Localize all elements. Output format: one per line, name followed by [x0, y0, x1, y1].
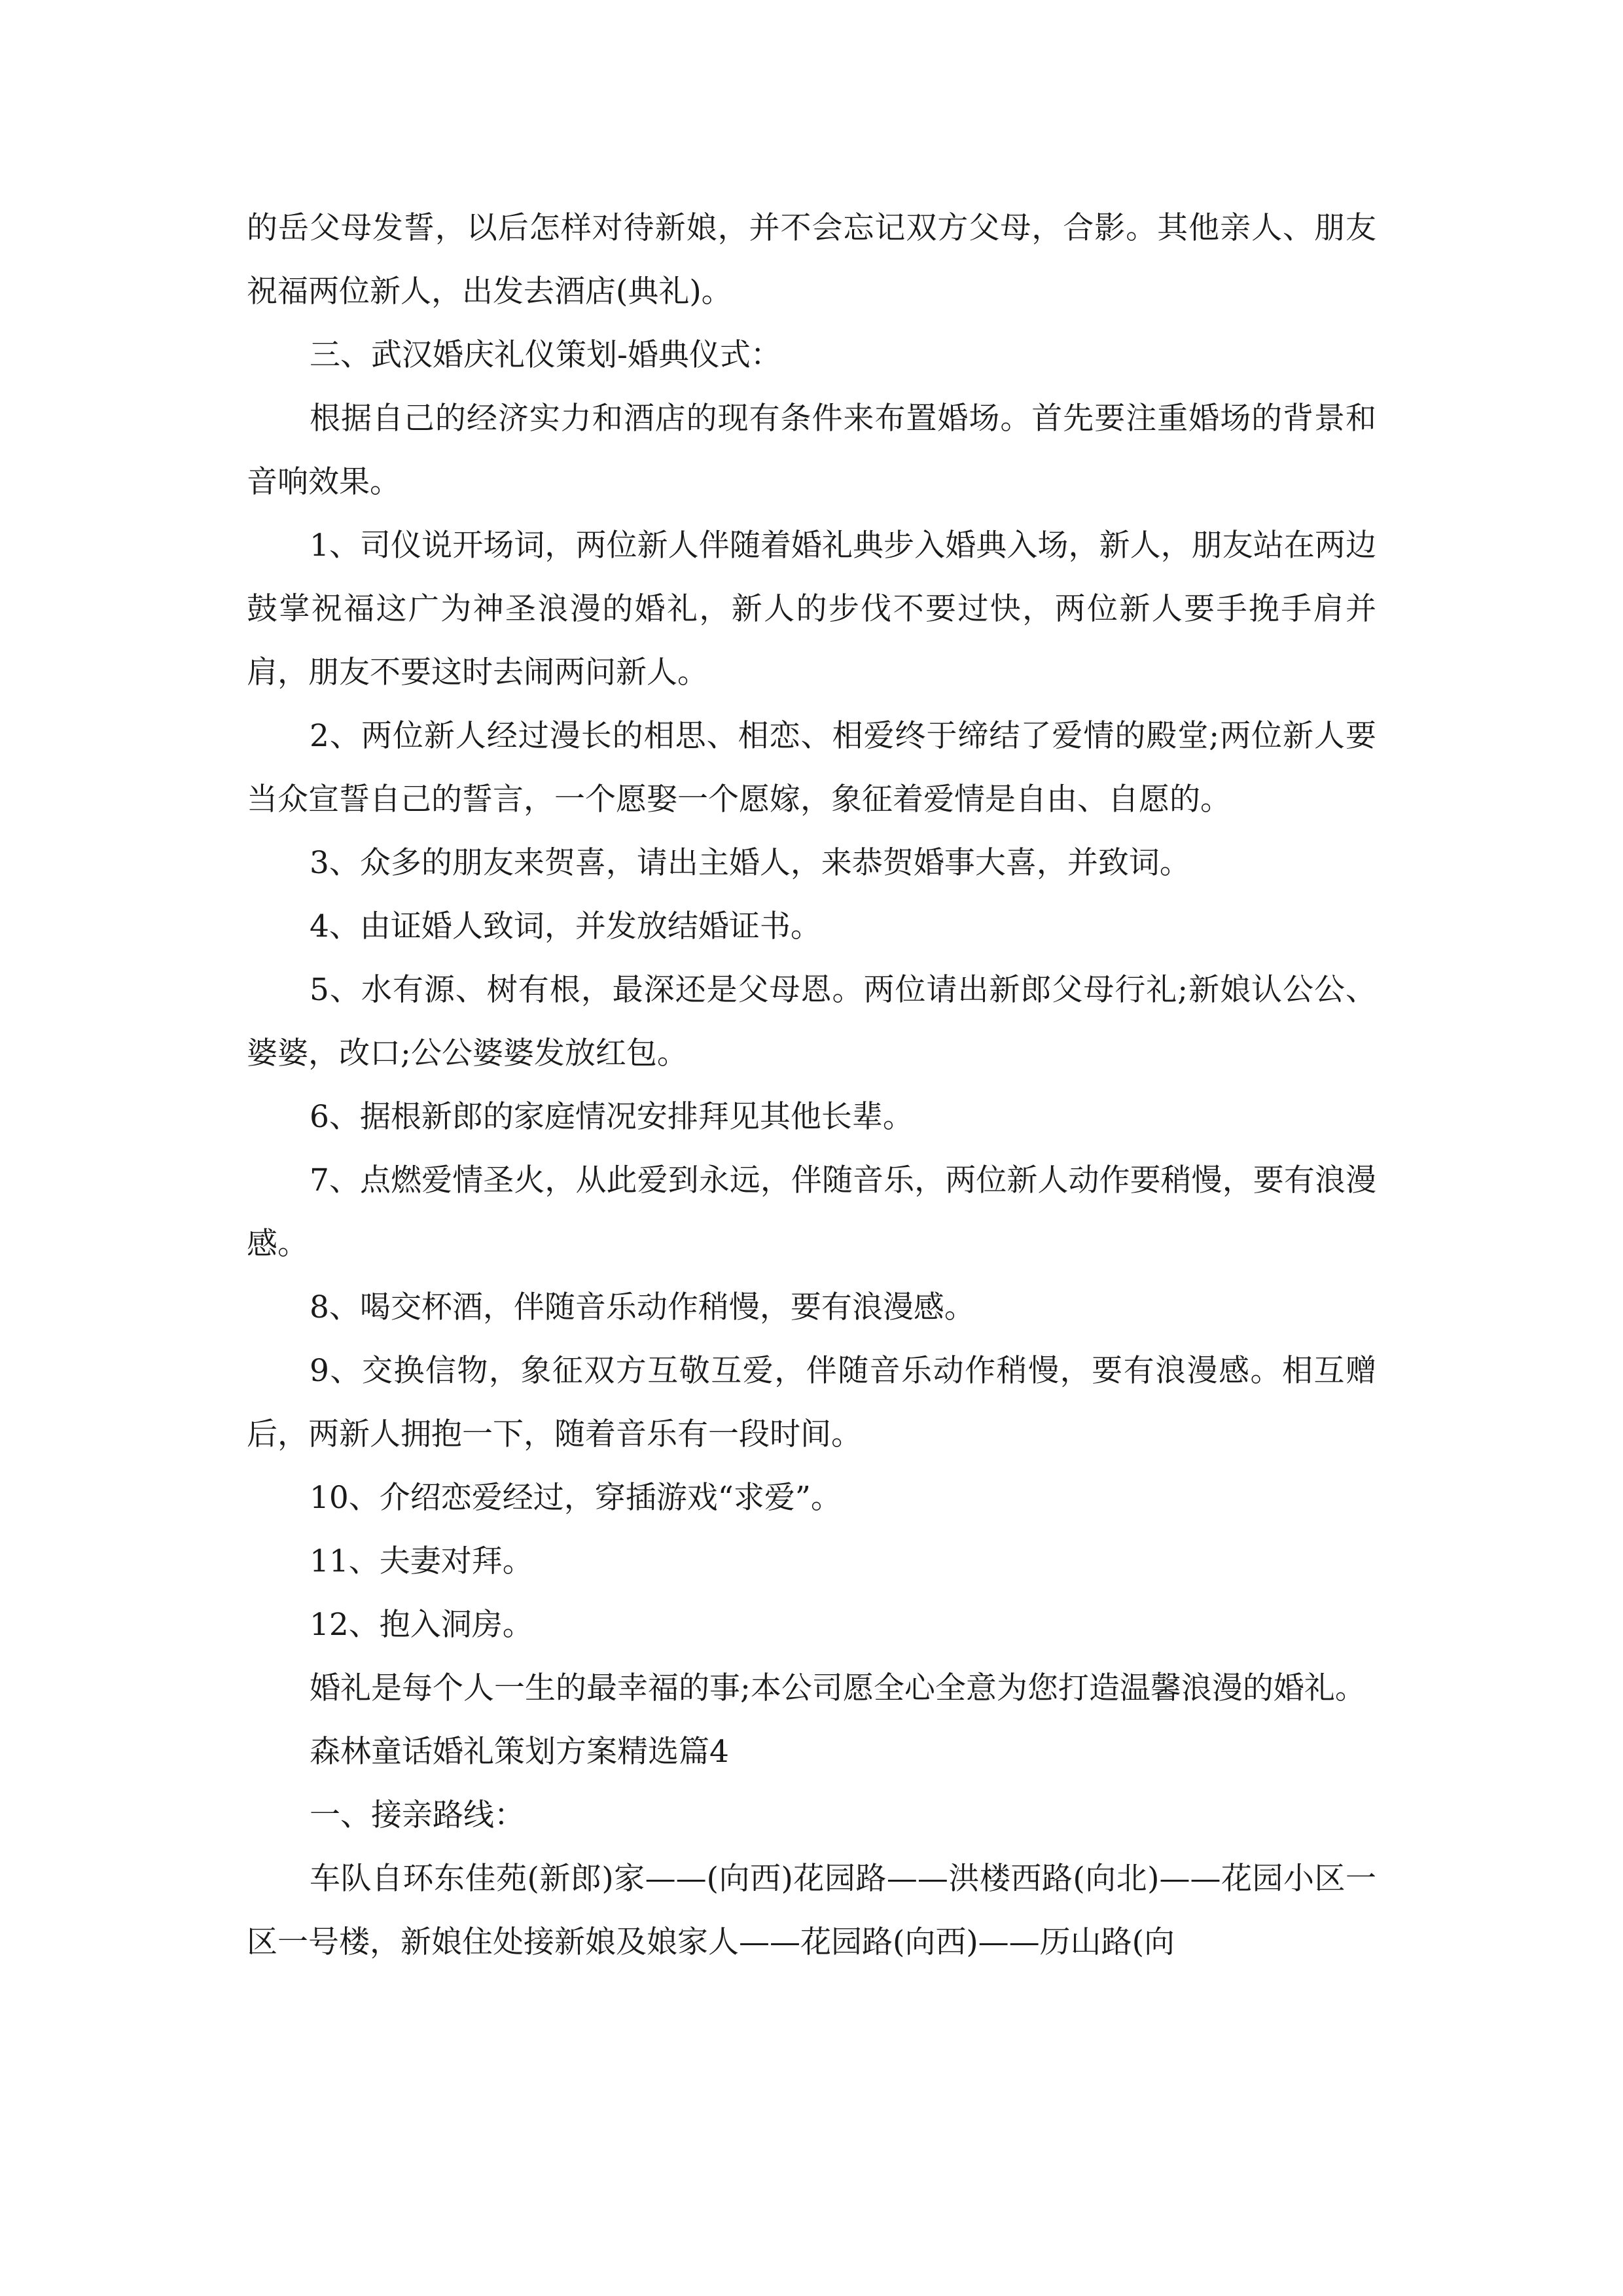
section-heading-wedding-ceremony: 三、武汉婚庆礼仪策划-婚典仪式：	[310, 337, 781, 373]
list-item-6: 6、据根新郎的家庭情况安排拜见其他长辈。	[310, 1099, 914, 1135]
list-item-2: 2、两位新人经过漫长的相思、相恋、相爱终于缔结了爱情的殿堂;两位新人要当众宣誓自己的誓言，一个愿娶一个愿嫁，象征着爱情是自由、自愿的。	[247, 718, 1376, 817]
list-item-10: 10、介绍恋爱经过，穿插游戏“求爱”。	[310, 1480, 842, 1516]
list-item-1: 1、司仪说开场词，两位新人伴随着婚礼典步入婚典入场，新人，朋友站在两边鼓掌祝福这广为神圣浪漫的婚礼，新人的步伐不要过快，两位新人要手挽手肩并肩，朋友不要这时去闹两问新人。	[247, 528, 1376, 691]
article-title: 森林童话婚礼策划方案精选篇4	[310, 1734, 729, 1770]
list-item-9: 9、交换信物，象征双方互敬互爱，伴随音乐动作稍慢，要有浪漫感。相互赠后，两新人拥抱一下，随着音乐有一段时间。	[247, 1353, 1376, 1452]
list-item-8: 8、喝交杯酒，伴随音乐动作稍慢，要有浪漫感。	[310, 1289, 975, 1325]
paragraph-continuation: 的岳父母发誓，以后怎样对待新娘，并不会忘记双方父母，合影。其他亲人、朋友祝福两位新人，出发去酒店(典礼)。	[247, 210, 1376, 310]
paragraph-closing: 婚礼是每个人一生的最幸福的事;本公司愿全心全意为您打造温馨浪漫的婚礼。	[310, 1670, 1366, 1706]
list-item-5: 5、水有源、树有根，最深还是父母恩。两位请出新郎父母行礼;新娘认公公、婆婆，改口;公公婆婆发放红包。	[247, 972, 1376, 1071]
list-item-12: 12、抱入洞房。	[310, 1607, 533, 1643]
paragraph-route-details: 车队自环东佳苑(新郎)家——(向西)花园路——洪楼西路(向北)——花园小区一区一号楼，新娘住处接新娘及娘家人——花园路(向西)——历山路(向	[247, 1861, 1376, 1960]
section-heading-pickup-route: 一、接亲路线：	[310, 1797, 525, 1833]
list-item-4: 4、由证婚人致词，并发放结婚证书。	[310, 908, 821, 944]
list-item-7: 7、点燃爱情圣火，从此爱到永远，伴随音乐，两位新人动作要稍慢，要有浪漫感。	[247, 1162, 1376, 1262]
document-body	[247, 196, 1376, 1974]
list-item-11: 11、夫妻对拜。	[310, 1543, 533, 1579]
paragraph-venue-setup: 根据自己的经济实力和酒店的现有条件来布置婚场。首先要注重婚场的背景和音响效果。	[247, 401, 1376, 500]
list-item-3: 3、众多的朋友来贺喜，请出主婚人，来恭贺婚事大喜，并致词。	[310, 845, 1190, 881]
